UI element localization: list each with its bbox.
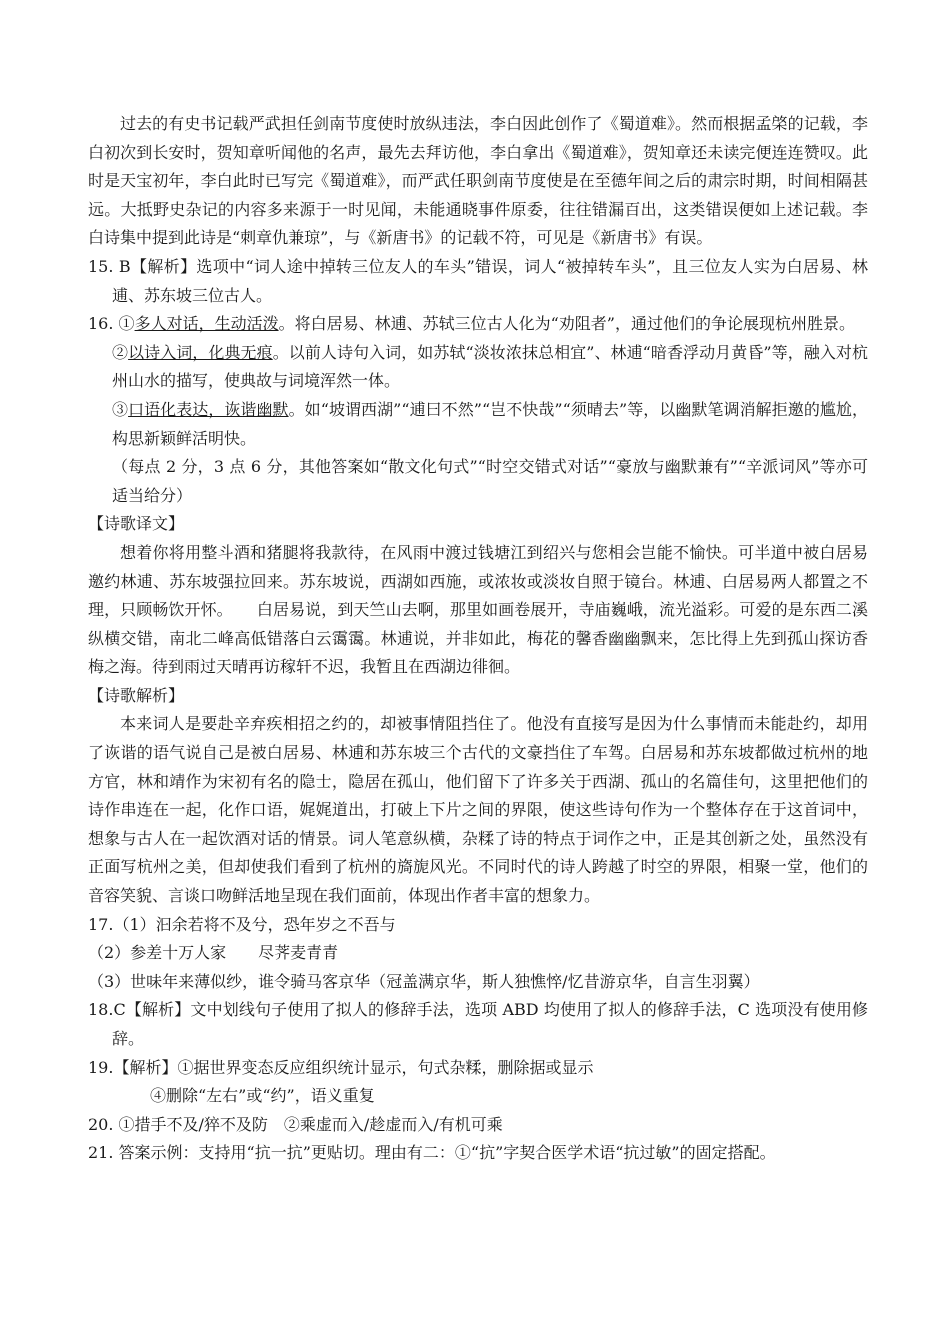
analysis-text: 本来词人是要赴辛弃疾相招之约的，却被事情阻挡住了。他没有直接写是因为什么事情而未能赴约，却用了诙谐的语气说自己是被白居易、林逋和苏东坡三个古代的文豪挡住了车驾。白居易和苏东坡都做过杭州的地方官，林和靖作为宋初有名的隐士，隐居在孤山，他们留下了许多关于西湖、孤山的名篇佳句，这里把他们的诗作串连在一起，化作口语，娓娓道出，打破上下片之间的界限，使这些诗句作为一个整体存在于这首词中，想象与古人在一起饮酒对话的情景。词人笔意纵横，杂糅了诗的特点于词作之中，正是其创新之处，虽然没有正面写杭州之美，但却使我们看到了杭州的旖旎风光。不同时代的诗人跨越了时空的界限，相聚一堂，他们的音容笑貌、言谈口吻鲜活地呈现在我们面前，体现出作者丰富的想象力。: [88, 714, 868, 906]
question-15-number: 15.: [88, 256, 114, 276]
question-20: 20. ①措手不及/猝不及防 ②乘虚而入/趁虚而入/有机可乘: [88, 1114, 503, 1134]
q16-point-3-key: 口语化表达，诙谐幽默: [128, 399, 289, 419]
question-18-number: 18.: [88, 1000, 114, 1020]
q16-point-2-text: 。以前人诗句入词，如苏轼“淡妆浓抹总相宜”、林逋“暗香浮动月黄昏”等，融入对杭州山水的描写，使典故与词境浑然一体。: [112, 342, 868, 391]
question-17-line-1: 17.（1）汩余若将不及兮，恐年岁之不吾与: [88, 914, 396, 934]
question-17-line-3: （3）世味年来薄似纱，谁令骑马客京华（冠盖满京华，斯人独憔悴/忆昔游京华，自言生羽翼）: [88, 971, 760, 991]
q16-point-2-mark: ②: [112, 342, 129, 362]
translation-text: 想着你将用整斗酒和猪腿将我款待，在风雨中渡过钱塘江到绍兴与您相会岂能不愉快。可半道中被白居易邀约林逋、苏东坡强拉回来。苏东坡说，西湖如西施，或浓妆或淡妆自照于镜台。林逋、白居易两人都置之不理，只顾畅饮开怀。 白居易说，到天竺山去啊，那里如画卷展开，寺庙巍峨，流光溢彩。可爱的是东西二溪纵横交错，南北二峰高低错落白云霭霭。林逋说，并非如此，梅花的馨香幽幽飘来，怎比得上先到孤山探访香梅之海。待到雨过天晴再访稼轩不迟，我暂且在西湖边徘徊。: [88, 542, 868, 677]
q16-point-2-key: 以诗入词，化典无痕: [128, 342, 273, 362]
q16-point-3-text: 。如“坡谓西湖”“逋曰不然”“岂不快哉”“须晴去”等，以幽默笔调消解拒邀的尴尬，构思新颖鲜活明快。: [112, 399, 868, 448]
q16-point-1-mark: ①: [118, 314, 135, 334]
question-18: [88, 996, 868, 1053]
question-15-answer: B【解析】选项中“词人途中掉转三位友人的车头”错误，词人“被掉转车头”，且三位友人实为白居易、林逋、苏东坡三位古人。: [112, 256, 868, 305]
question-17-line-2: （2）参差十万人家 尽荠麦青青: [88, 943, 339, 963]
q16-point-2: [88, 339, 868, 396]
question-16: [88, 310, 868, 339]
intro-paragraph: 过去的有史书记载严武担任剑南节度使时放纵违法，李白因此创作了《蜀道难》。然而根据孟棨的记载，李白初次到长安时，贺知章听闻他的名声，最先去拜访他，李白拿出《蜀道难》，贺知章还未读完便连连赞叹。此时是天宝初年，李白此时已写完《蜀道难》，而严武任职剑南节度使是在至德年间之后的肃宗时期，时间相隔甚远。大抵野史杂记的内容多来源于一时见闻，未能通晓事件原委，往往错漏百出，这类错误便如上述记载。李白诗集中提到此诗是“刺章仇兼琼”，与《新唐书》的记载不符，可见是《新唐书》有误。: [88, 114, 868, 248]
answer-page: [88, 110, 868, 1168]
q16-point-1-key: 多人对话，生动活泼: [134, 314, 279, 334]
q16-point-3: [88, 396, 868, 453]
q16-point-1-text: 。将白居易、林逋、苏轼三位古人化为“劝阻者”，通过他们的争论展现杭州胜景。: [278, 314, 855, 334]
question-19-line-2: ④删除“左右”或“约”，语义重复: [150, 1086, 375, 1106]
question-18-answer: C【解析】文中划线句子使用了拟人的修辞手法，选项 ABD 均使用了拟人的修辞手法，C 选项没有使用修辞。: [112, 1000, 868, 1048]
question-21: 21. 答案示例：支持用“抗一抗”更贴切。理由有二：①“抗”字契合医学术语“抗过敏”的固定搭配。: [88, 1143, 776, 1163]
q16-point-3-mark: ③: [112, 399, 129, 419]
translation-heading: 【诗歌译文】: [88, 514, 185, 534]
question-15: [88, 253, 868, 310]
question-16-number: 16.: [88, 314, 114, 334]
question-19-line-1: 19.【解析】①据世界变态反应组织统计显示，句式杂糅，删除据或显示: [88, 1057, 594, 1077]
analysis-heading: 【诗歌解析】: [88, 685, 185, 705]
q16-scoring-note: （每点 2 分，3 点 6 分，其他答案如“散文化句式”“时空交错式对话”“豪放与幽默兼有”“辛派词风”等亦可适当给分）: [112, 457, 868, 505]
